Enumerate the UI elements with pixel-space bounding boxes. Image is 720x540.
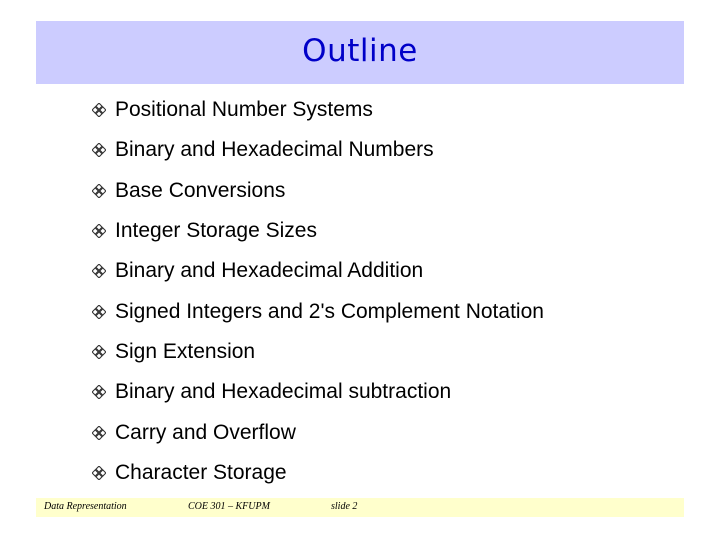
diamond-bullet-icon <box>92 224 106 238</box>
diamond-bullet-icon <box>92 264 106 278</box>
diamond-bullet-icon <box>92 143 106 157</box>
bullet-text: Sign Extension <box>115 339 256 363</box>
footer-course-topic: Data Representation <box>44 501 127 512</box>
bullet-text: Binary and Hexadecimal Addition <box>115 259 424 283</box>
diamond-bullet-icon <box>92 466 106 480</box>
bullet-text: Binary and Hexadecimal subtraction <box>115 380 452 404</box>
bullet-item <box>92 291 544 331</box>
diamond-bullet-icon <box>92 103 106 117</box>
diamond-bullet-icon <box>92 345 106 359</box>
bullet-text: Character Storage <box>115 460 287 484</box>
diamond-bullet-icon <box>92 305 106 319</box>
footer-slide-number: slide 2 <box>331 501 358 512</box>
bullet-text: Base Conversions <box>115 178 286 202</box>
bullet-text: Positional Number Systems <box>115 98 373 122</box>
bullet-item <box>92 332 544 372</box>
bullet-item <box>92 211 544 251</box>
footer-course-code: COE 301 – KFUPM <box>188 501 270 512</box>
bullet-item <box>92 130 544 170</box>
title-bar <box>36 21 684 84</box>
bullet-item <box>92 251 544 291</box>
bullet-text: Carry and Overflow <box>115 420 296 444</box>
diamond-bullet-icon <box>92 184 106 198</box>
bullet-item <box>92 171 544 211</box>
slide-title: Outline <box>302 33 418 69</box>
bullet-item <box>92 90 544 130</box>
bullet-text: Signed Integers and 2's Complement Notation <box>115 299 544 323</box>
bullet-item <box>92 412 544 452</box>
footer-bar <box>36 498 684 517</box>
bullet-item <box>92 453 544 493</box>
bullet-text: Integer Storage Sizes <box>115 219 317 243</box>
diamond-bullet-icon <box>92 385 106 399</box>
diamond-bullet-icon <box>92 426 106 440</box>
bullet-text: Binary and Hexadecimal Numbers <box>115 138 434 162</box>
bullet-item <box>92 372 544 412</box>
bullet-list <box>92 90 544 493</box>
